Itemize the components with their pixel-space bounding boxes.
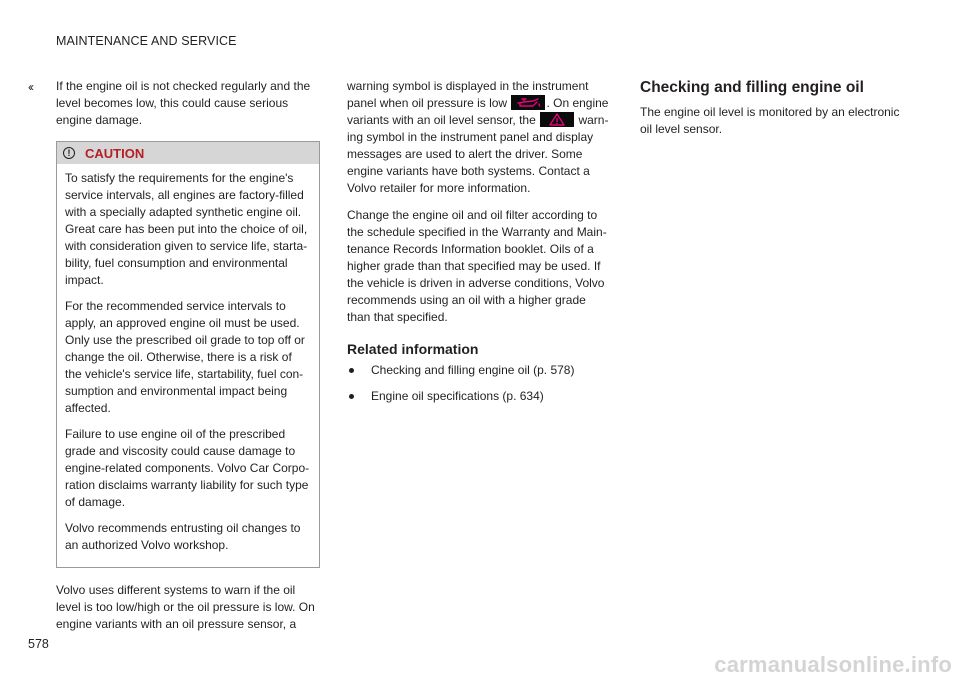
column-left [56,78,320,643]
warning-symbol-paragraph [347,78,611,197]
section-header: MAINTENANCE AND SERVICE [56,34,237,48]
oil-change-paragraph: Change the engine oil and oil filter according to the schedule specified in the Warranty and Main-tenance Records Information booklet. Oils of a higher grade than that specified may be used. If the vehicle is driven in adverse conditions, Volvo recommends using an oil with a higher grade than that specified. [347,208,607,324]
column-middle [347,78,611,414]
related-link[interactable]: Engine oil specifications (p. 634) [347,388,611,405]
related-link[interactable]: Checking and filling engine oil (p. 578) [347,362,611,379]
caution-box [56,141,320,568]
related-information-heading: Related information [347,341,479,357]
column-right [640,78,912,148]
section-title: Checking and filling engine oil [640,79,864,96]
text-fragment: warn-ing symbol in the instrument panel and display messages are used to alert the driver. Some engine variants have both systems. Contact a Volvo retailer for more information. [347,113,609,195]
text-fragment: warning symbol is displayed in the instrument panel when oil pressure is low [347,79,589,110]
caution-exclamation-icon: ! [63,147,75,159]
caution-paragraph: Volvo recommends entrusting oil changes to an authorized Volvo workshop. [65,521,301,552]
caution-paragraph: To satisfy the requirements for the engine's service intervals, all engines are factory-filled with a specially adapted synthetic engine oil. Great care has been put into the choice of oil, with consideration given to service life, starta-bility, fuel consumption and environmental impact. [65,171,308,287]
warning-triangle-icon [540,112,574,127]
caution-title: CAUTION [85,145,145,161]
caution-header [57,142,319,164]
caution-body [57,164,319,567]
caution-paragraph: Failure to use engine oil of the prescribed grade and viscosity could cause damage to engine-related components. Volvo Car Corpo-ration disclaims warranty liability for such type of damage. [65,427,310,509]
related-links-list [347,362,611,405]
oil-pressure-warning-icon [511,95,545,110]
intro-paragraph: If the engine oil is not checked regularly and the level becomes low, this could cause serious engine damage. [56,79,311,127]
section-body: The engine oil level is monitored by an electronic oil level sensor. [640,105,900,136]
page-number: 578 [28,637,49,651]
warning-systems-paragraph: Volvo uses different systems to warn if the oil level is too low/high or the oil pressure is low. On engine variants with an oil pressure sensor, a [56,583,315,631]
caution-paragraph: For the recommended service intervals to apply, an approved engine oil must be used. Only use the prescribed oil grade to top off or change the oil. Otherwise, there is a risk of the vehicle's service life, startability, fuel con-sumption and environmental impact being affected. [65,299,305,415]
text-fragment: . On engine variants with an oil level sensor, the [347,96,609,127]
watermark: carmanualsonline.info [714,652,952,677]
previous-page-icon[interactable]: ‹‹ [28,80,32,94]
